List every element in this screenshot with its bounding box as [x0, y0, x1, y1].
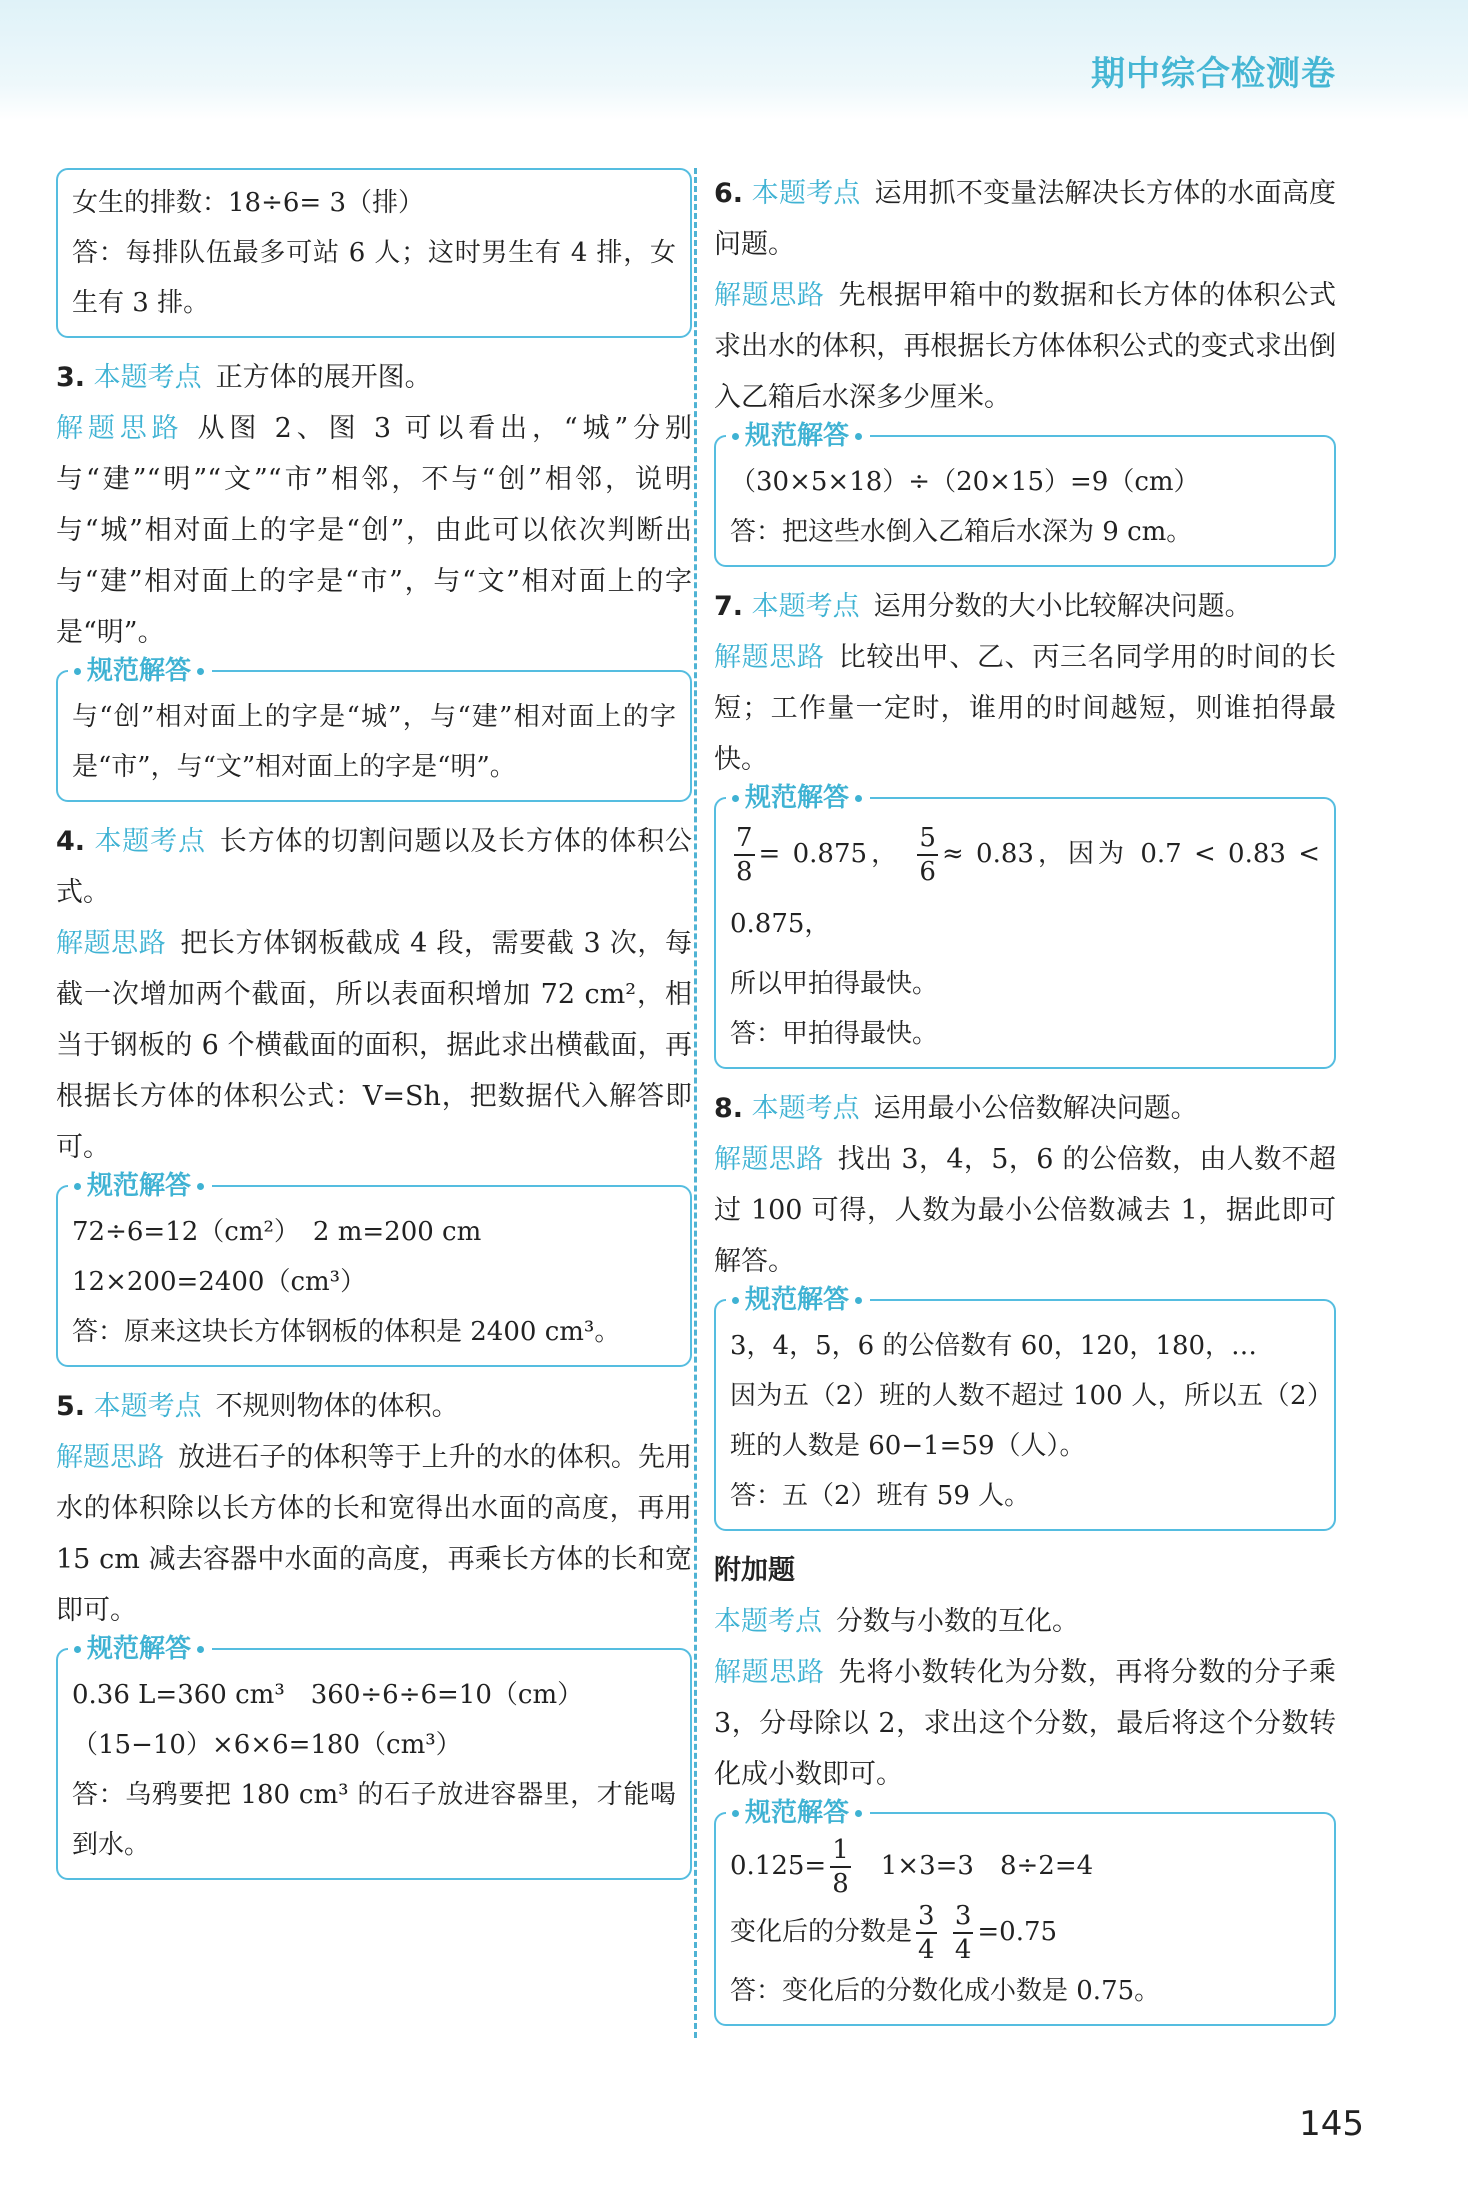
question-number: 7. — [714, 591, 744, 622]
approach-label: 解题思路 — [714, 642, 825, 673]
answer-box — [714, 421, 1336, 567]
topic-text: 运用分数的大小比较解决问题。 — [873, 591, 1252, 622]
page-number: 145 — [1299, 2104, 1364, 2144]
answer-line: 0.36 L=360 cm³ 360÷6÷6=10（cm） — [72, 1680, 584, 1710]
answer-box-label: 规范解答 — [68, 1632, 212, 1666]
topic-text: 正方体的展开图。 — [215, 362, 432, 393]
answer-box — [56, 656, 692, 802]
answer-box-label: 规范解答 — [68, 1169, 212, 1203]
answer-box — [714, 783, 1336, 1069]
approach-label: 解题思路 — [714, 1144, 824, 1175]
denominator: 4 — [954, 1935, 972, 1965]
question-7 — [714, 581, 1336, 1069]
topic-text: 运用抓不变量法解决长方体的水面高度问题。 — [714, 178, 1336, 260]
topic-label: 本题考点 — [93, 362, 202, 393]
topic-text: 运用最小公倍数解决问题。 — [873, 1093, 1198, 1124]
numerator: 3 — [916, 1900, 937, 1934]
answer-line: 答：变化后的分数化成小数是 0.75。 — [730, 1976, 1161, 2006]
question-number: 8. — [714, 1093, 744, 1124]
topic-text: 长方体的切割问题以及长方体的体积公式。 — [56, 826, 693, 908]
topic-text: 不规则物体的体积。 — [215, 1391, 459, 1422]
fraction-line — [730, 1834, 1320, 1900]
topic-label: 本题考点 — [751, 591, 860, 622]
question-number: 6. — [714, 178, 744, 209]
answer-line: 答：甲拍得最快。 — [730, 1019, 939, 1049]
question-8-approach — [714, 1134, 1336, 1287]
extra-topic — [714, 1596, 1336, 1647]
question-6-topic — [714, 168, 1336, 270]
question-3-approach — [56, 403, 692, 658]
fraction — [830, 1834, 851, 1900]
equation-text: =0.75 — [977, 1917, 1058, 1947]
fraction — [734, 822, 755, 888]
column-divider — [694, 168, 697, 2038]
equation-text: 0.125= — [730, 1851, 827, 1881]
answer-line: 3，4，5，6 的公倍数有 60，120，180，… — [730, 1331, 1258, 1361]
denominator: 8 — [736, 857, 753, 887]
answer-line: （30×5×18）÷（20×15）=9（cm） — [730, 467, 1200, 497]
question-number: 3. — [56, 362, 86, 393]
question-number: 5. — [56, 1391, 86, 1422]
approach-label: 解题思路 — [56, 928, 167, 959]
numerator: 1 — [830, 1834, 851, 1868]
equation-text: ≈ 0.83，因为 0.7 < 0.83 < 0.875， — [730, 839, 1320, 939]
question-number: 4. — [56, 826, 86, 857]
fraction-line — [730, 1900, 1320, 1966]
answer-box-label: 规范解答 — [726, 419, 870, 453]
question-4-approach — [56, 918, 692, 1173]
answer-box-q2-end — [56, 168, 692, 338]
header-title: 期中综合检测卷 — [1091, 54, 1336, 94]
denominator: 6 — [919, 857, 936, 887]
approach-text: 先根据甲箱中的数据和长方体的体积公式求出水的体积，再根据长方体体积公式的变式求出倒入乙箱后水深多少厘米。 — [714, 280, 1337, 413]
approach-label: 解题思路 — [56, 413, 184, 444]
approach-text: 找出 3，4，5，6 的公倍数，由人数不超过 100 可得，人数为最小公倍数减去 1，据此即可解答。 — [714, 1144, 1336, 1277]
approach-text: 从图 2、图 3 可以看出，“城”分别与“建”“明”“文”“市”相邻，不与“创”相邻，说明与“城”相对面上的字是“创”，由此可以依次判断出与“建”相对面上的字是“市”，与“文”相对面上的字是“明”。 — [56, 413, 692, 648]
answer-line: 72÷6=12（cm²） 2 m=200 cm — [72, 1217, 482, 1247]
answer-line: 12×200=2400（cm³） — [72, 1267, 367, 1297]
approach-text: 把长方体钢板截成 4 段，需要截 3 次，每截一次增加两个截面，所以表面积增加 72 cm²，相当于钢板的 6 个横截面的面积，据此求出横截面，再根据长方体的体积公式：V=Sh，把数据代入解答即可。 — [56, 928, 693, 1163]
approach-label: 解题思路 — [714, 1657, 825, 1688]
answer-line: 答：每排队伍最多可站 6 人；这时男生有 4 排，女生有 3 排。 — [72, 238, 676, 318]
topic-label: 本题考点 — [714, 1606, 822, 1637]
equation-text: = 0.875， — [758, 839, 902, 869]
denominator: 8 — [832, 1869, 849, 1899]
answer-line: 女生的排数：18÷6= 3（排） — [72, 188, 425, 218]
equation-text: 变化后的分数是 — [730, 1917, 913, 1947]
question-5 — [56, 1381, 692, 1880]
question-8-topic — [714, 1083, 1336, 1134]
question-7-topic — [714, 581, 1336, 632]
question-7-approach — [714, 632, 1336, 785]
question-5-approach — [56, 1432, 692, 1636]
answer-line: 因为五（2）班的人数不超过 100 人，所以五（2）班的人数是 60−1=59（人）。 — [730, 1381, 1320, 1461]
answer-box — [56, 1634, 692, 1880]
question-3-topic — [56, 352, 692, 403]
answer-line: 与“创”相对面上的字是“城”，与“建”相对面上的字是“市”，与“文”相对面上的字是“明”。 — [72, 702, 676, 782]
fraction — [953, 1900, 974, 1966]
answer-box-label: 规范解答 — [726, 1796, 870, 1830]
approach-text: 放进石子的体积等于上升的水的体积。先用水的体积除以长方体的长和宽得出水面的高度，再用 15 cm 减去容器中水面的高度，再乘长方体的长和宽即可。 — [56, 1442, 693, 1626]
topic-label: 本题考点 — [751, 178, 861, 209]
fraction — [917, 822, 938, 888]
answer-line: 答：五（2）班有 59 人。 — [730, 1481, 1031, 1511]
numerator: 7 — [734, 822, 755, 856]
fraction-line — [730, 819, 1320, 959]
numerator: 5 — [917, 822, 938, 856]
answer-line: （15−10）×6×6=180（cm³） — [72, 1730, 462, 1760]
right-column — [714, 168, 1336, 2040]
approach-label: 解题思路 — [56, 1442, 165, 1473]
question-5-topic — [56, 1381, 692, 1432]
numerator: 3 — [953, 1900, 974, 1934]
extra-approach — [714, 1647, 1336, 1800]
topic-text: 分数与小数的互化。 — [836, 1606, 1079, 1637]
answer-box — [714, 1798, 1336, 2026]
question-6 — [714, 168, 1336, 567]
question-4-topic — [56, 816, 692, 918]
question-8 — [714, 1083, 1336, 1531]
left-column — [56, 168, 692, 1894]
fraction — [916, 1900, 937, 1966]
topic-label: 本题考点 — [751, 1093, 860, 1124]
approach-text: 先将小数转化为分数，再将分数的分子乘 3，分母除以 2，求出这个分数，最后将这个分数转化成小数即可。 — [714, 1657, 1337, 1790]
extra-question — [714, 1545, 1336, 2026]
answer-line: 答：把这些水倒入乙箱后水深为 9 cm。 — [730, 517, 1193, 547]
answer-box-label: 规范解答 — [68, 654, 212, 688]
equation-text: 1×3=3 8÷2=4 — [854, 1851, 1094, 1881]
answer-line: 答：乌鸦要把 180 cm³ 的石子放进容器里，才能喝到水。 — [72, 1780, 676, 1860]
approach-text: 比较出甲、乙、丙三名同学用的时间的长短；工作量一定时，谁用的时间越短，则谁拍得最快。 — [714, 642, 1337, 775]
answer-box — [714, 1285, 1336, 1531]
question-3 — [56, 352, 692, 802]
question-4 — [56, 816, 692, 1367]
denominator: 4 — [918, 1935, 935, 1965]
answer-box-label: 规范解答 — [726, 781, 870, 815]
question-6-approach — [714, 270, 1336, 423]
topic-label: 本题考点 — [93, 1391, 202, 1422]
approach-label: 解题思路 — [714, 280, 825, 311]
answer-box — [56, 1171, 692, 1367]
answer-line: 所以甲拍得最快。 — [730, 969, 939, 999]
extra-question-title: 附加题 — [714, 1555, 795, 1586]
topic-label: 本题考点 — [94, 826, 206, 857]
answer-box-label: 规范解答 — [726, 1283, 870, 1317]
answer-line: 答：原来这块长方体钢板的体积是 2400 cm³。 — [72, 1317, 621, 1347]
